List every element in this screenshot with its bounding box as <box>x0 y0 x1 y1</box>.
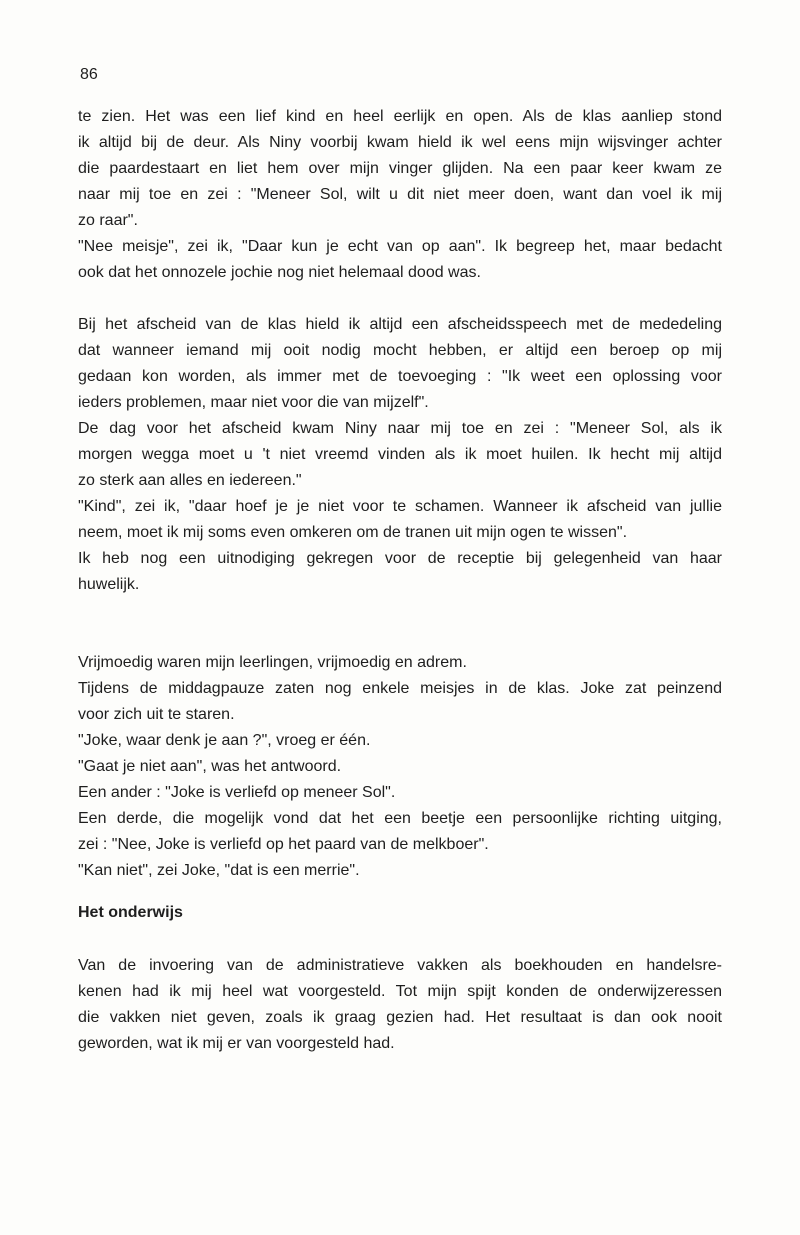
paragraph <box>78 953 722 1057</box>
text-line: "Gaat je niet aan", was het antwoord. <box>78 758 342 775</box>
text-line: zei : "Nee, Joke is verliefd op het paard van de melkboer". <box>78 836 489 853</box>
text-line: die vakken niet geven, zoals ik graag gezien had. Het resultaat is dan ook nooit <box>78 1009 722 1026</box>
text-line: neem, moet ik mij soms even omkeren om de tranen uit mijn ogen te wissen". <box>78 524 628 541</box>
text-line: naar mij toe en zei : "Meneer Sol, wilt u dit niet meer doen, want dan voel ik mij <box>78 186 722 203</box>
text-line: ieders problemen, maar niet voor die van mijzelf". <box>78 394 429 411</box>
text-line: ik altijd bij de deur. Als Niny voorbij kwam hield ik wel eens mijn wijsvinger achter <box>78 134 722 151</box>
text-line: Vrijmoedig waren mijn leerlingen, vrijmoedig en adrem. <box>78 654 467 671</box>
paragraph <box>78 312 722 598</box>
text-line: morgen wegga moet u 't niet vreemd vinden als ik moet huilen. Ik hecht mij altijd <box>78 446 722 463</box>
text-line: kenen had ik mij heel wat voorgesteld. Tot mijn spijt konden de onderwijzeressen <box>78 983 722 1000</box>
text-line: Een ander : "Joke is verliefd op meneer Sol". <box>78 784 396 801</box>
text-line: Een derde, die mogelijk vond dat het een beetje een persoonlijke richting uitging, <box>78 810 722 827</box>
paragraph <box>78 650 722 884</box>
text-line: geworden, wat ik mij er van voorgesteld had. <box>78 1035 395 1052</box>
text-line: Bij het afscheid van de klas hield ik altijd een afscheidsspeech met de mededeling <box>78 316 722 333</box>
text-line: dat wanneer iemand mij ooit nodig mocht hebben, er altijd een beroep op mij <box>78 342 722 359</box>
paragraph <box>78 104 722 286</box>
text-line: gedaan kon worden, als immer met de toevoeging : "Ik weet een oplossing voor <box>78 368 722 385</box>
text-line: "Nee meisje", zei ik, "Daar kun je echt van op aan". Ik begreep het, maar bedacht <box>78 238 722 255</box>
text-line: huwelijk. <box>78 576 140 593</box>
text-line: Van de invoering van de administratieve vakken als boekhouden en handelsre- <box>78 957 722 974</box>
text-line: Tijdens de middagpauze zaten nog enkele meisjes in de klas. Joke zat peinzend <box>78 680 722 697</box>
text-line: te zien. Het was een lief kind en heel eerlijk en open. Als de klas aanliep stond <box>78 108 722 125</box>
text-line: zo raar". <box>78 212 138 229</box>
section-heading: Het onderwijs <box>78 904 183 921</box>
text-line: "Joke, waar denk je aan ?", vroeg er één. <box>78 732 371 749</box>
text-line: "Kind", zei ik, "daar hoef je je niet voor te schamen. Wanneer ik afscheid van jullie <box>78 498 722 515</box>
text-line: ook dat het onnozele jochie nog niet helemaal dood was. <box>78 264 481 281</box>
text-line: zo sterk aan alles en iedereen." <box>78 472 302 489</box>
text-line: die paardestaart en liet hem over mijn vinger glijden. Na een paar keer kwam ze <box>78 160 722 177</box>
text-line: voor zich uit te staren. <box>78 706 235 723</box>
page-number: 86 <box>80 66 98 83</box>
text-line: De dag voor het afscheid kwam Niny naar mij toe en zei : "Meneer Sol, als ik <box>78 420 722 437</box>
text-line: Ik heb nog een uitnodiging gekregen voor de receptie bij gelegenheid van haar <box>78 550 722 567</box>
text-line: "Kan niet", zei Joke, "dat is een merrie". <box>78 862 360 879</box>
